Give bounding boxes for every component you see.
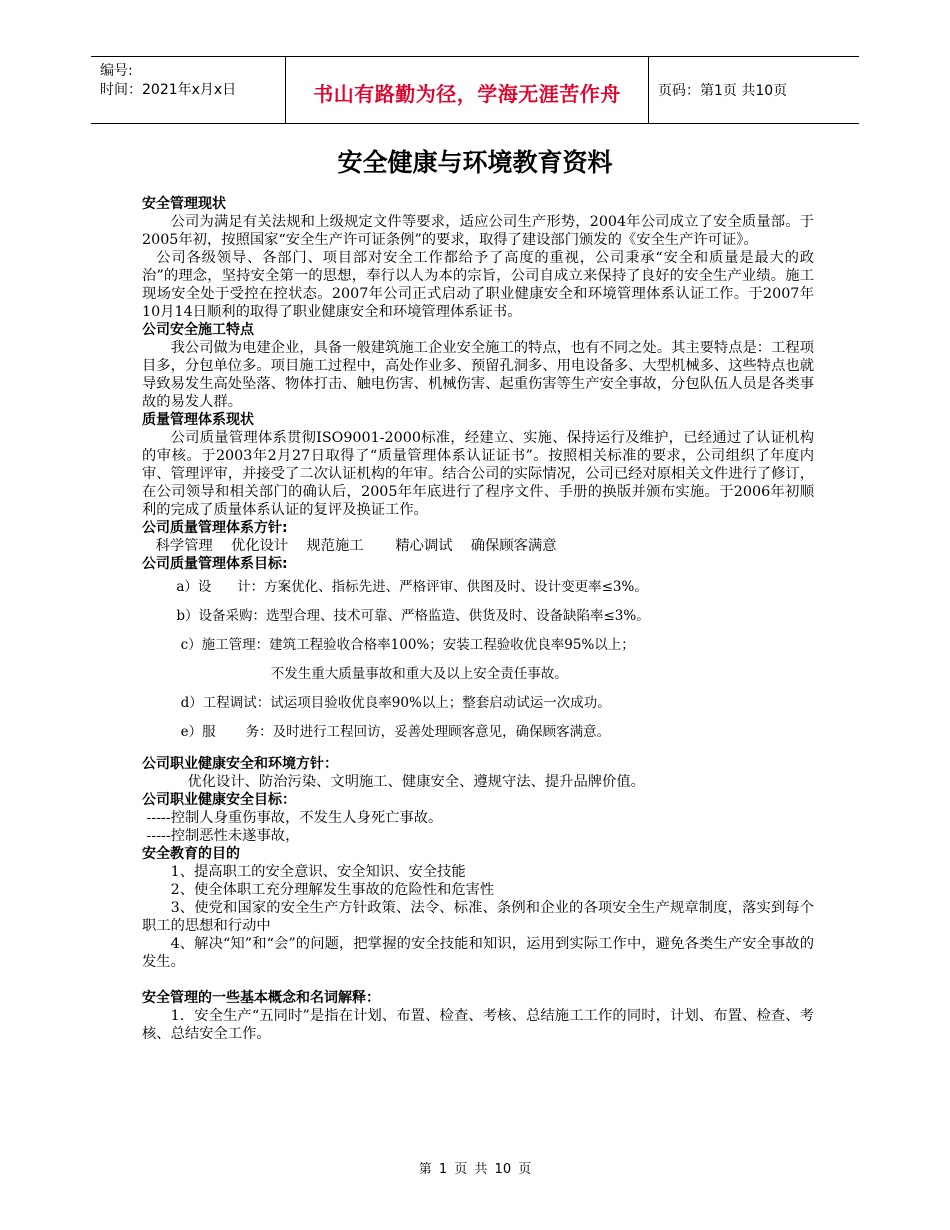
header-page-cell: [648, 57, 859, 123]
policy-line: 科学管理 优化设计 规范施工 精心调试 确保顾客满意: [142, 538, 557, 554]
document-time-label: 时间：2021年x月x日: [100, 82, 237, 98]
section-heading: 质量管理体系现状: [142, 412, 254, 428]
section-heading: 公司职业健康安全和环境方针：: [142, 756, 338, 772]
document-body: [142, 195, 814, 1043]
header-meta-cell: [91, 57, 285, 123]
page-footer: 第 1 页 共 10 页: [418, 1162, 532, 1177]
purpose-item: 2、使全体职工充分理解发生事故的危险性和危害性: [170, 882, 495, 898]
paragraph: 公司质量管理体系贯彻ISO9001-2000标准，经建立、实施、保持运行及维护，已经通过了认证机构的审核。于2003年2月27日取得了“质量管理体系认证证书”。按照相关标准的要求，公司组织了年度内审、管理评审，并接受了二次认证机构的年审。结合公司的实际情况，公司已经对原相关文件进行了修订，在公司领导和相关部门的确认后，2005年年底进行了程序文件、手册的换版并颁布实施。于2006年初顺利的完成了质量体系认证的复评及换证工作。: [142, 430, 814, 518]
paragraph: 公司为满足有关法规和上级规定文件等要求，适应公司生产形势，2004年公司成立了安全质量部。于2005年初，按照国家“安全生产许可证条例”的要求，取得了建设部门颁发的《安全生产许可证》。: [142, 214, 814, 248]
goal-item: e）服 务：及时进行工程回访，妥善处理顾客意见，确保顾客满意。: [142, 724, 611, 740]
section-heading: 公司职业健康安全目标：: [142, 792, 296, 808]
objective-line: -----控制人身重伤事故，不发生人身死亡事故。: [142, 810, 443, 826]
goal-item: b）设备采购：选型合理、技术可靠、严格监造、供货及时、设备缺陷率≤3%。: [142, 608, 650, 624]
header-page-info: 页码：第1页 共10页: [658, 83, 788, 99]
goal-item: 不发生重大质量事故和重大及以上安全责任事故。: [142, 666, 568, 682]
goal-item: d）工程调试：试运项目验收优良率90%以上；整套启动试运一次成功。: [142, 695, 611, 711]
policy-line: 优化设计、防治污染、文明施工、健康安全、遵规守法、提升品牌价值。: [142, 774, 645, 790]
header-motto: 书山有路勤为径，学海无涯苦作舟: [313, 82, 621, 106]
purpose-item: 4、解决“知”和“会”的问题，把掌握的安全技能和知识，运用到实际工作中，避免各类生产安全事故的发生。: [142, 936, 814, 970]
section-heading: 安全管理的一些基本概念和名词解释：: [142, 990, 380, 1006]
page-header: [91, 56, 859, 124]
paragraph: 公司各级领导、各部门、项目部对安全工作都给予了高度的重视，公司秉承“安全和质量是最大的政治”的理念，坚持安全第一的思想，奉行以人为本的宗旨，公司自成立来保持了良好的安全生产业绩。施工现场安全处于受控在控状态。2007年公司正式启动了职业健康安全和环境管理体系认证工作。于2007年10月14日顺利的取得了职业健康安全和环境管理体系证书。: [142, 250, 814, 320]
section-heading: 安全教育的目的: [142, 846, 240, 862]
definition-item: 1．安全生产“五同时”是指在计划、布置、检查、考核、总结施工工作的同时，计划、布置、检查、考核、总结安全工作。: [142, 1008, 814, 1042]
section-heading: 安全管理现状: [142, 196, 226, 212]
purpose-item: 3、使党和国家的安全生产方针政策、法令、标准、条例和企业的各项安全生产规章制度，落实到每个职工的思想和行动中: [142, 900, 814, 934]
section-heading: 公司安全施工特点: [142, 322, 254, 338]
section-heading: 公司质量管理体系方针:: [142, 520, 288, 536]
objective-line: -----控制恶性未遂事故，: [142, 828, 300, 844]
goal-item: c）施工管理：建筑工程验收合格率100%；安装工程验收优良率95%以上；: [142, 637, 635, 653]
header-motto-cell: [285, 57, 649, 123]
document-title: 安全健康与环境教育资料: [337, 148, 613, 177]
goal-item: a）设 计：方案优化、指标先进、严格评审、供图及时、设计变更率≤3%。: [142, 579, 648, 595]
purpose-item: 1、提高职工的安全意识、安全知识、安全技能: [170, 864, 466, 880]
paragraph: 我公司做为电建企业，具备一般建筑施工企业安全施工的特点，也有不同之处。其主要特点是：工程项目多，分包单位多。项目施工过程中，高处作业多、预留孔洞多、用电设备多、大型机械多、这些特点也就导致易发生高处坠落、物体打击、触电伤害、机械伤害、起重伤害等生产安全事故，分包队伍人员是各类事故的易发人群。: [142, 340, 814, 410]
document-number-label: 编号:: [100, 63, 133, 79]
section-heading: 公司质量管理体系目标:: [142, 556, 288, 572]
